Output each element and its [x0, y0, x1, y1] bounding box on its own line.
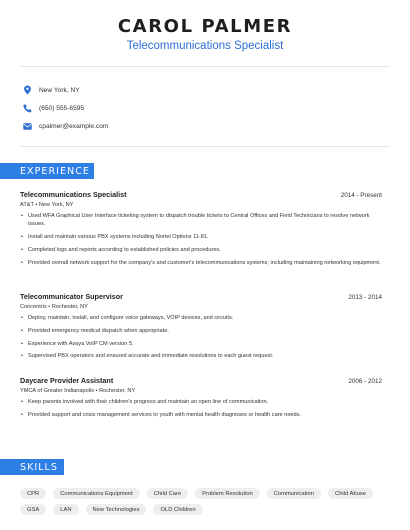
list-item: • Provided overall network support for the company's and customer's telecommunications systems; including maintaining networking equipment.	[20, 259, 382, 267]
role-location: Rochester, NY	[51, 304, 88, 310]
list-item: • Used WFA Graphical User Interface ticketing system to dispatch trouble tickets to Central Offices and Field Technicians to resolve network issues.	[20, 212, 382, 228]
list-item: • Provided emergency medical dispatch when appropriate.	[20, 327, 382, 335]
role-dates: 2013 - 2014	[348, 294, 382, 301]
role-bullets	[20, 212, 382, 267]
location-pin-icon	[22, 85, 32, 95]
role-bullets	[20, 398, 382, 419]
contact-phone-text: (650) 555-6595	[39, 104, 85, 112]
role-title: Telecommunicator Supervisor	[20, 292, 123, 301]
skill-tag: GSA	[20, 504, 46, 515]
list-item: • Keep parents involved with their children's progress and maintain an open line of communication.	[20, 398, 382, 406]
role-location: Rochester, NY	[99, 388, 136, 394]
role-dates: 2006 - 2012	[348, 378, 382, 385]
skill-tag: CPR	[20, 488, 46, 499]
list-item: • Deploy, maintain, install, and configure voice gateways, VOIP devices, and circuits.	[20, 314, 382, 322]
role-title: Telecommunications Specialist	[20, 190, 127, 199]
role-company-line: YMCA of Greater Indianapolis • Rochester, NY	[20, 388, 136, 394]
skills-section-header: SKILLS	[0, 459, 64, 475]
contact-phone	[22, 102, 84, 114]
experience-entry	[20, 376, 382, 424]
contact-email-text: cpalmer@example.com	[39, 122, 109, 130]
experience-entry	[20, 292, 382, 365]
contact-location	[22, 84, 80, 96]
role-company: YMCA of Greater Indianapolis	[20, 388, 94, 394]
skill-tag: New Technologies	[86, 504, 147, 515]
experience-section-header: EXPERIENCE	[0, 163, 94, 179]
role-company-line: Concentrix • Rochester, NY	[20, 304, 88, 310]
skill-tag: Communication	[267, 488, 321, 499]
candidate-name: CAROL PALMER	[117, 16, 293, 37]
role-location: New York, NY	[38, 202, 74, 208]
skill-tag: LAN	[53, 504, 78, 515]
role-company: AT&T	[20, 202, 34, 208]
contact-divider	[20, 146, 390, 147]
list-item: • Supervised PBX operators and ensured accurate and immediate resolutions to each guest request.	[20, 352, 382, 360]
role-title: Daycare Provider Assistant	[20, 376, 114, 385]
list-item: • Experience with Avaya VoIP CM version 5.	[20, 340, 382, 348]
list-item: • Provided support and crisis management services to youth with mental health diagnoses or health care needs.	[20, 411, 382, 419]
skills-list	[20, 488, 392, 515]
skill-tag: Problem Resolution	[195, 488, 260, 499]
skill-tag: Communications Equipment	[53, 488, 140, 499]
job-title: Telecommunications Specialist	[126, 40, 284, 52]
contact-location-text: New York, NY	[39, 86, 80, 94]
role-dates: 2014 - Present	[340, 192, 382, 199]
list-item: • Install and maintain various PBX systems including Nortel Options 11-81.	[20, 233, 382, 241]
phone-icon	[22, 103, 32, 113]
role-company-line: AT&T • New York, NY	[20, 202, 74, 208]
list-item: • Completed logs and reports according to established policies and procedures.	[20, 246, 382, 254]
contact-email	[22, 120, 108, 132]
email-icon	[22, 121, 32, 131]
header-divider	[20, 66, 390, 67]
skill-tag: OLD Children	[153, 504, 202, 515]
role-bullets	[20, 314, 382, 361]
skill-tag: Child Care	[147, 488, 188, 499]
experience-entry	[20, 190, 382, 271]
role-company: Concentrix	[20, 304, 47, 310]
skill-tag: Child Abuse	[328, 488, 373, 499]
